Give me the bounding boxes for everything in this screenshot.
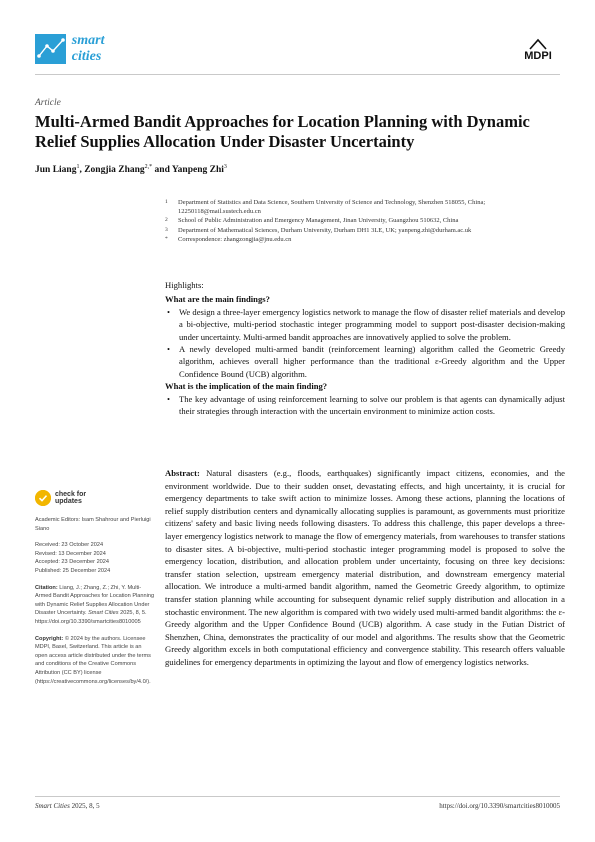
article-type: Article [35,98,61,108]
author-separator: , [79,165,85,176]
bullet-icon: • [167,393,171,404]
footer-divider [35,796,560,797]
smart-cities-logo-icon [35,34,66,64]
highlight-bullet-item [165,306,565,343]
affiliations [165,198,565,244]
citation-journal: Smart Cities [88,610,119,617]
publisher-logo[interactable] [516,38,560,66]
author-affiliation-mark: 3 [223,164,227,170]
accepted-date: Accepted: 23 December 2024 [35,559,110,566]
journal-name: smart cities [71,33,105,64]
check-line-2: updates [55,498,82,505]
paper-title: Multi-Armed Bandit Approaches for Location Planning with Dynamic Relief Supplies Allocation Under Disaster Uncertainty [35,112,530,151]
affiliation-text: School of Public Administration and Emergency Management, Jinan University, Guangzhou 510632, China [178,217,459,225]
highlights-section [165,279,565,417]
check-for-updates-icon [35,490,51,506]
publisher-name: MDPI [524,50,552,62]
citation-label: Citation: [35,584,58,591]
affiliation-mark: 1 [165,199,168,205]
affiliation-mark: 2 [165,217,168,224]
affiliation-item [165,216,565,225]
author-name[interactable]: Yanpeng Zhi [171,165,224,176]
footer-doi[interactable]: https://doi.org/10.3390/smartcities8010005 [439,802,560,810]
check-for-updates-label [55,491,86,506]
journal-logo[interactable] [35,34,135,64]
author-list [35,164,227,175]
highlights-question: What are the main findings? [165,294,270,305]
highlight-text: A newly developed multi-armed bandit (reinforcement learning) algorithm called the Geometric Greedy algorithm, achieves overall higher performance than the traditional ε-Greedy algorithm and the Upper Confidence Bound (UCB) algorithm. [179,344,565,379]
author-name[interactable]: Jun Liang [35,165,77,176]
footer-journal: Smart Cities [35,802,70,810]
author-name[interactable]: Zongjia Zhang [84,165,145,176]
copyright-text: © 2024 by the authors. Licensee MDPI, Basel, Switzerland. This article is an open access article distributed under the terms and conditions of the Creative Commons Attribution (CC BY) license (https://creativecommons.org/licenses/by/4.0/). [35,635,151,685]
highlights-question: What is the implication of the main finding? [165,381,328,392]
affiliation-text: Department of Statistics and Data Science, Southern University of Science and Technology, Shenzhen 518055, China; 12250118@mail.sustech.edu.cn [178,199,486,216]
revised-date: Revised: 13 December 2024 [35,550,106,557]
highlight-text: The key advantage of using reinforcement learning to solve our problem is that agents can dynamically adjust their strategies through interaction with the uncertain environment to minimize action costs. [179,393,565,417]
author-affiliation-mark: 2,* [144,164,153,170]
footer-journal-info [35,802,100,810]
check-for-updates-button[interactable] [35,490,155,506]
copyright-label: Copyright: [35,635,64,642]
author-separator: and [152,165,172,176]
header-divider [35,74,560,75]
copyright-block [35,635,155,687]
citation-text: Liang, J.; Zhang, Z.; Zhi, Y. Multi-Armed Bandit Approaches for Location Planning with Dynamic Relief Supplies Allocation Under Disaster Uncertainty. [35,584,155,617]
abstract-label: Abstract: [165,468,200,478]
abstract-text: Natural disasters (e.g., floods, earthquakes) significantly impact citizens, economies, and the environment worldwide. Due to their sudden onset, devastating effects, and high uncertainty, it is crucial for emergency departments to take swift action to minimize losses. Among these actions, planning the locations of relief supply distribution centers and dynamically allocating supplies is paramount, as governments must prioritize citizens' safety and basic living needs following disasters. To address this challenge, this paper develops a three-layer emergency logistics network to manage the flow of emergency materials, from warehouses to transfer stations to disaster sites. A bi-objective, multi-period stochastic integer programming model is proposed to solve the emergency location, distribution, and allocation problem under uncertainty, focusing on three key decisions: transfer station selection, upstream emergency material distribution, and downstream emergency material allocation. We introduce a multi-armed bandit algorithm, named the Geometric Greedy algorithm, to optimize transfer station planning while accounting for subsequent dynamic relief supply distribution and allocation in a stochastic environment. The new algorithm is compared with two widely used multi-armed bandit algorithms: the ε-Greedy algorithm and the Upper Confidence Bound (UCB) algorithm. A case study in the Futian District of Shenzhen, China, demonstrates the practicality of our model and algorithms. The results show that the Geometric Greedy algorithm excels in both computational efficiency and convergence stability. This research offers valuable guidelines for emergency departments in optimizing the layout and flow of emergency logistics networks. [165,468,565,667]
footer-volume: 2025, 8, 5 [71,802,100,810]
academic-editors: Academic Editors: Isam Shahrour and Pierluigi Siano [35,517,151,532]
mdpi-logo-icon [528,38,548,50]
affiliation-item [165,198,565,216]
author-affiliation-mark: 1 [76,164,80,170]
highlights-heading: Highlights: [165,280,204,290]
check-line-1: check for [55,490,87,498]
highlight-bullet-item [165,393,565,418]
received-date: Received: 23 October 2024 [35,542,104,549]
affiliation-item [165,226,565,235]
highlight-bullet-item [165,343,565,380]
dates-block [35,541,155,575]
correspondence-text: Correspondence: zhangzongjia@jnu.edu.cn [178,235,292,243]
abstract [165,467,565,669]
highlight-text: We design a three-layer emergency logistics network to manage the flow of disaster relief materials and develop a bi-objective, multi-period stochastic integer programming model to support post-disaster decision-making under uncertainty. Multi-armed bandit approaches are innovatively applied to solve the problem. [179,306,565,342]
affiliation-item [165,235,565,244]
affiliation-mark: 3 [165,226,168,233]
bullet-icon: • [167,344,171,355]
article-info-sidebar [35,490,155,694]
affiliation-mark: * [165,235,168,242]
citation-block [35,584,155,627]
citation-doi[interactable]: 2025, 8, 5. https://doi.org/10.3390/smartcities8010005 [35,610,147,625]
affiliation-text: Department of Mathematical Sciences, Durham University, Durham DH1 3LE, UK; yanpeng.zhi@durham.ac.uk [178,226,472,234]
published-date: Published: 25 December 2024 [35,567,111,574]
bullet-icon: • [167,306,171,317]
